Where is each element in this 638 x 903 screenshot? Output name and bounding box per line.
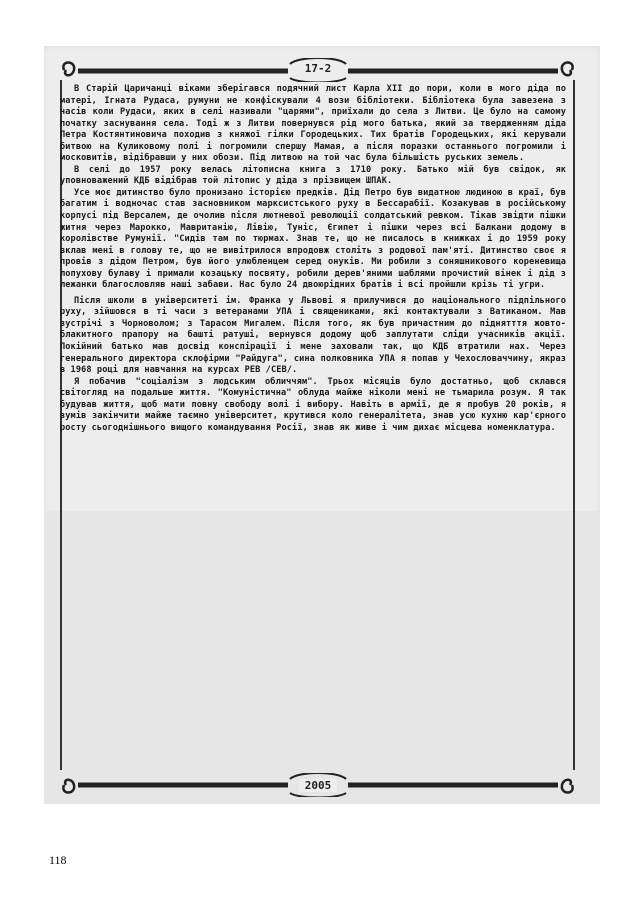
paragraph-5: Я побачив "соціалізм з людським обличчям". Трьох місяців було достатньо, щоб склався світогляд на подальше життя. "Комуністична" облуда майже ніколи мені не тьмарила розум. Я так будував життя, щоб мати повну свободу волі і вибору. Навіть в армії, де я пробув 20 років, я зумів закінчити майже таємно університет, крутився коло генералітета, знав усю кухню кар'єрного росту сьогоднішнього вищого командування Росії, знав як живе і чим дихає місцева номенклатура.: [60, 376, 566, 433]
top-ornament-border: [58, 58, 578, 82]
paragraph-2: В селі до 1957 року велась літописна книга з 1710 року. Батько мій був свідок, як уповноважений КДБ відібрав той літопис у діда з прізвищем ШПАК.: [60, 164, 566, 187]
page-number: 118: [49, 853, 67, 867]
paragraph-4: Після школи в університеті ім. Франка у Львові я прилучився до національного підпільного руху, зійшовся в ті часи з ветеранами УПА і священиками, які контактували з Ватиканом. Мав зустрічі з Чорноволом; з Тарасом Мигалем. Після того, як був причастним до піднятття жовто-блакитного прапору на башті ратуші, вернувся додому щоб заплутати сліди учасників акції. Покійний батько мав досвід конспірації і мене заховали так, що КДБ втратили нах. Через генерального директора склофірми "Райдуга", сина полковника УПА я попав у Чехословаччину, якраз в 1968 році для навчання на курсах РЕВ /СЕВ/.: [60, 295, 566, 376]
lower-page-shading: [44, 511, 600, 804]
header-label: 17-2: [299, 62, 338, 75]
bottom-ornament-border: [58, 773, 578, 797]
paragraph-1: В Старій Царичанці віками зберігався подячний лист Карла XII до пори, коли в мого діда по матері, Ігната Рудаса, румуни не конфіскували 4 вози бібліотеки. Бібліотека була завезена з часів коли Рудаси, яких в селі називали "царями", приїхали до села з Литви. Це було на самому початку заснування села. Тоді ж з Литви повернувся рід мого батька, який за твердженням діда Петра Костянтиновича походив з княжої гілки Городецьких. Тих братів Городецьких, які керували битвою на Куликовому полі і погромили спершу Мамая, а після поразки останнього погромили і московитів, відібравши у них обози. Під литвою на той час була більшість руських земель.: [60, 84, 566, 164]
paragraph-3: Усе моє дитинство було пронизано історією предків. Дід Петро був видатною людиною в краї, був багатим і водночас став засновником марксистського руху в Бессарабії. Козакував в російському корпусі під Версалем, де очолив після лютневої революції солдатський ревком. Тікав звідти пішки житня через Марокко, Мавританію, Лівію, Туніс, Єгипет і пішки через всі Балкани додому в королівстве Румунії. "Сидів там по тюрмах. Знав те, що не писалось в книжках і до 1959 року вклав мені в голову те, що не вивітрилося впродовж століть з родової пам'яті. Дитинство своє я провів з дідом Петром, був його улюбленцем серед онуків. Ми робили з соняшникового кореневища лопухову булаву і примали козацьку посвяту, робили дерев'яними шаблями прочистий вінек і дід з лежанки благословляв наші забави. Нас було 24 двоюрідних братів і всі пройшли крізь ті угри.: [60, 187, 566, 291]
footer-label: 2005: [299, 779, 338, 792]
right-border-line: [573, 80, 575, 770]
document-body: [60, 84, 566, 434]
